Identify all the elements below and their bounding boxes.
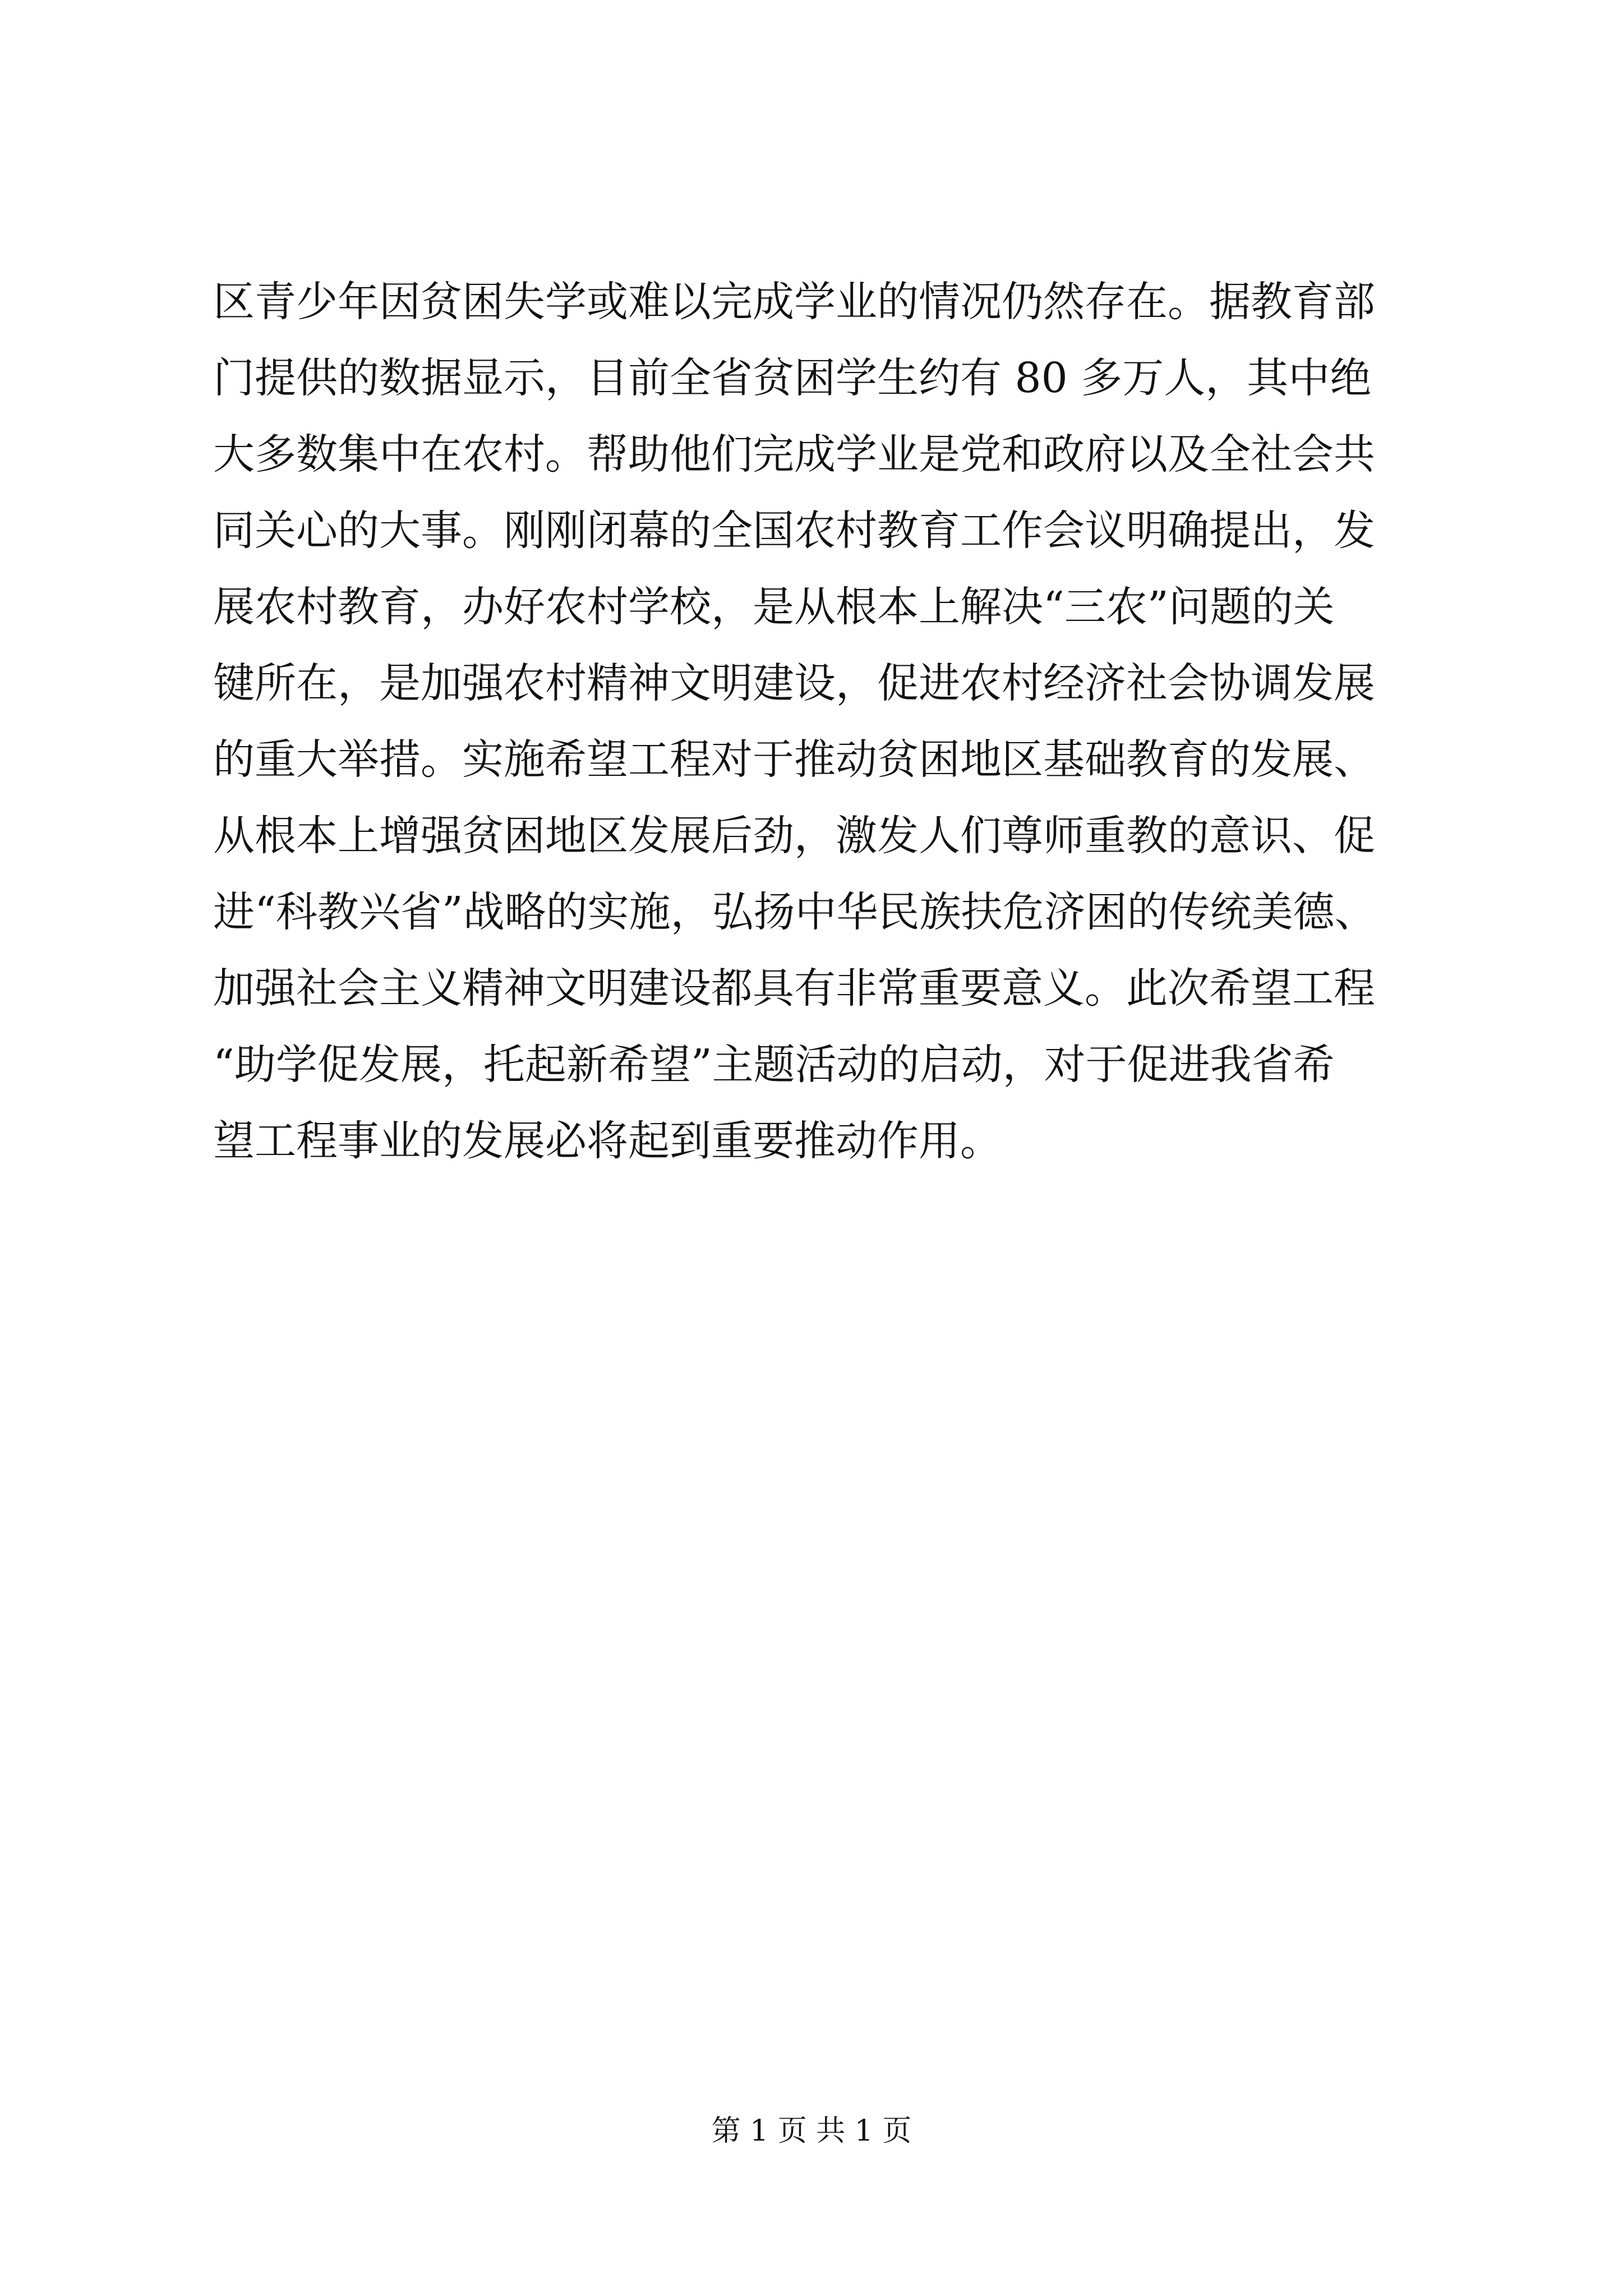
text-line: 展农村教育，办好农村学校，是从根本上解决“三农”问题的关 bbox=[213, 583, 1335, 631]
text-line: “助学促发展，托起新希望”主题活动的启动，对于促进我省希 bbox=[213, 1041, 1335, 1089]
text-line: 键所在，是加强农村精神文明建设，促进农村经济社会协调发展 bbox=[213, 659, 1375, 707]
text-line: 从根本上增强贫困地区发展后劲，激发人们尊师重教的意识、促 bbox=[213, 812, 1375, 860]
body-paragraph bbox=[213, 264, 1447, 1179]
text-line: 大多数集中在农村。帮助他们完成学业是党和政府以及全社会共 bbox=[213, 430, 1375, 478]
text-line: 加强社会主义精神文明建设都具有非常重要意义。此次希望工程 bbox=[213, 964, 1375, 1013]
text-line: 区青少年因贫困失学或难以完成学业的情况仍然存在。据教育部 bbox=[213, 278, 1375, 326]
text-line: 的重大举措。实施希望工程对于推动贫困地区基础教育的发展、 bbox=[213, 735, 1375, 784]
text-line: 同关心的大事。刚刚闭幕的全国农村教育工作会议明确提出，发 bbox=[213, 507, 1375, 555]
page-footer bbox=[0, 2107, 1623, 2149]
text-line: 进“科教兴省”战略的实施，弘扬中华民族扶危济困的传统美德、 bbox=[213, 888, 1376, 936]
text-line: 门提供的数据显示，目前全省贫困学生约有 80 多万人，其中绝 bbox=[213, 354, 1372, 402]
text-line: 望工程事业的发展必将起到重要推动作用。 bbox=[213, 1117, 1002, 1165]
page-number: 第 1 页 共 1 页 bbox=[711, 2114, 912, 2148]
